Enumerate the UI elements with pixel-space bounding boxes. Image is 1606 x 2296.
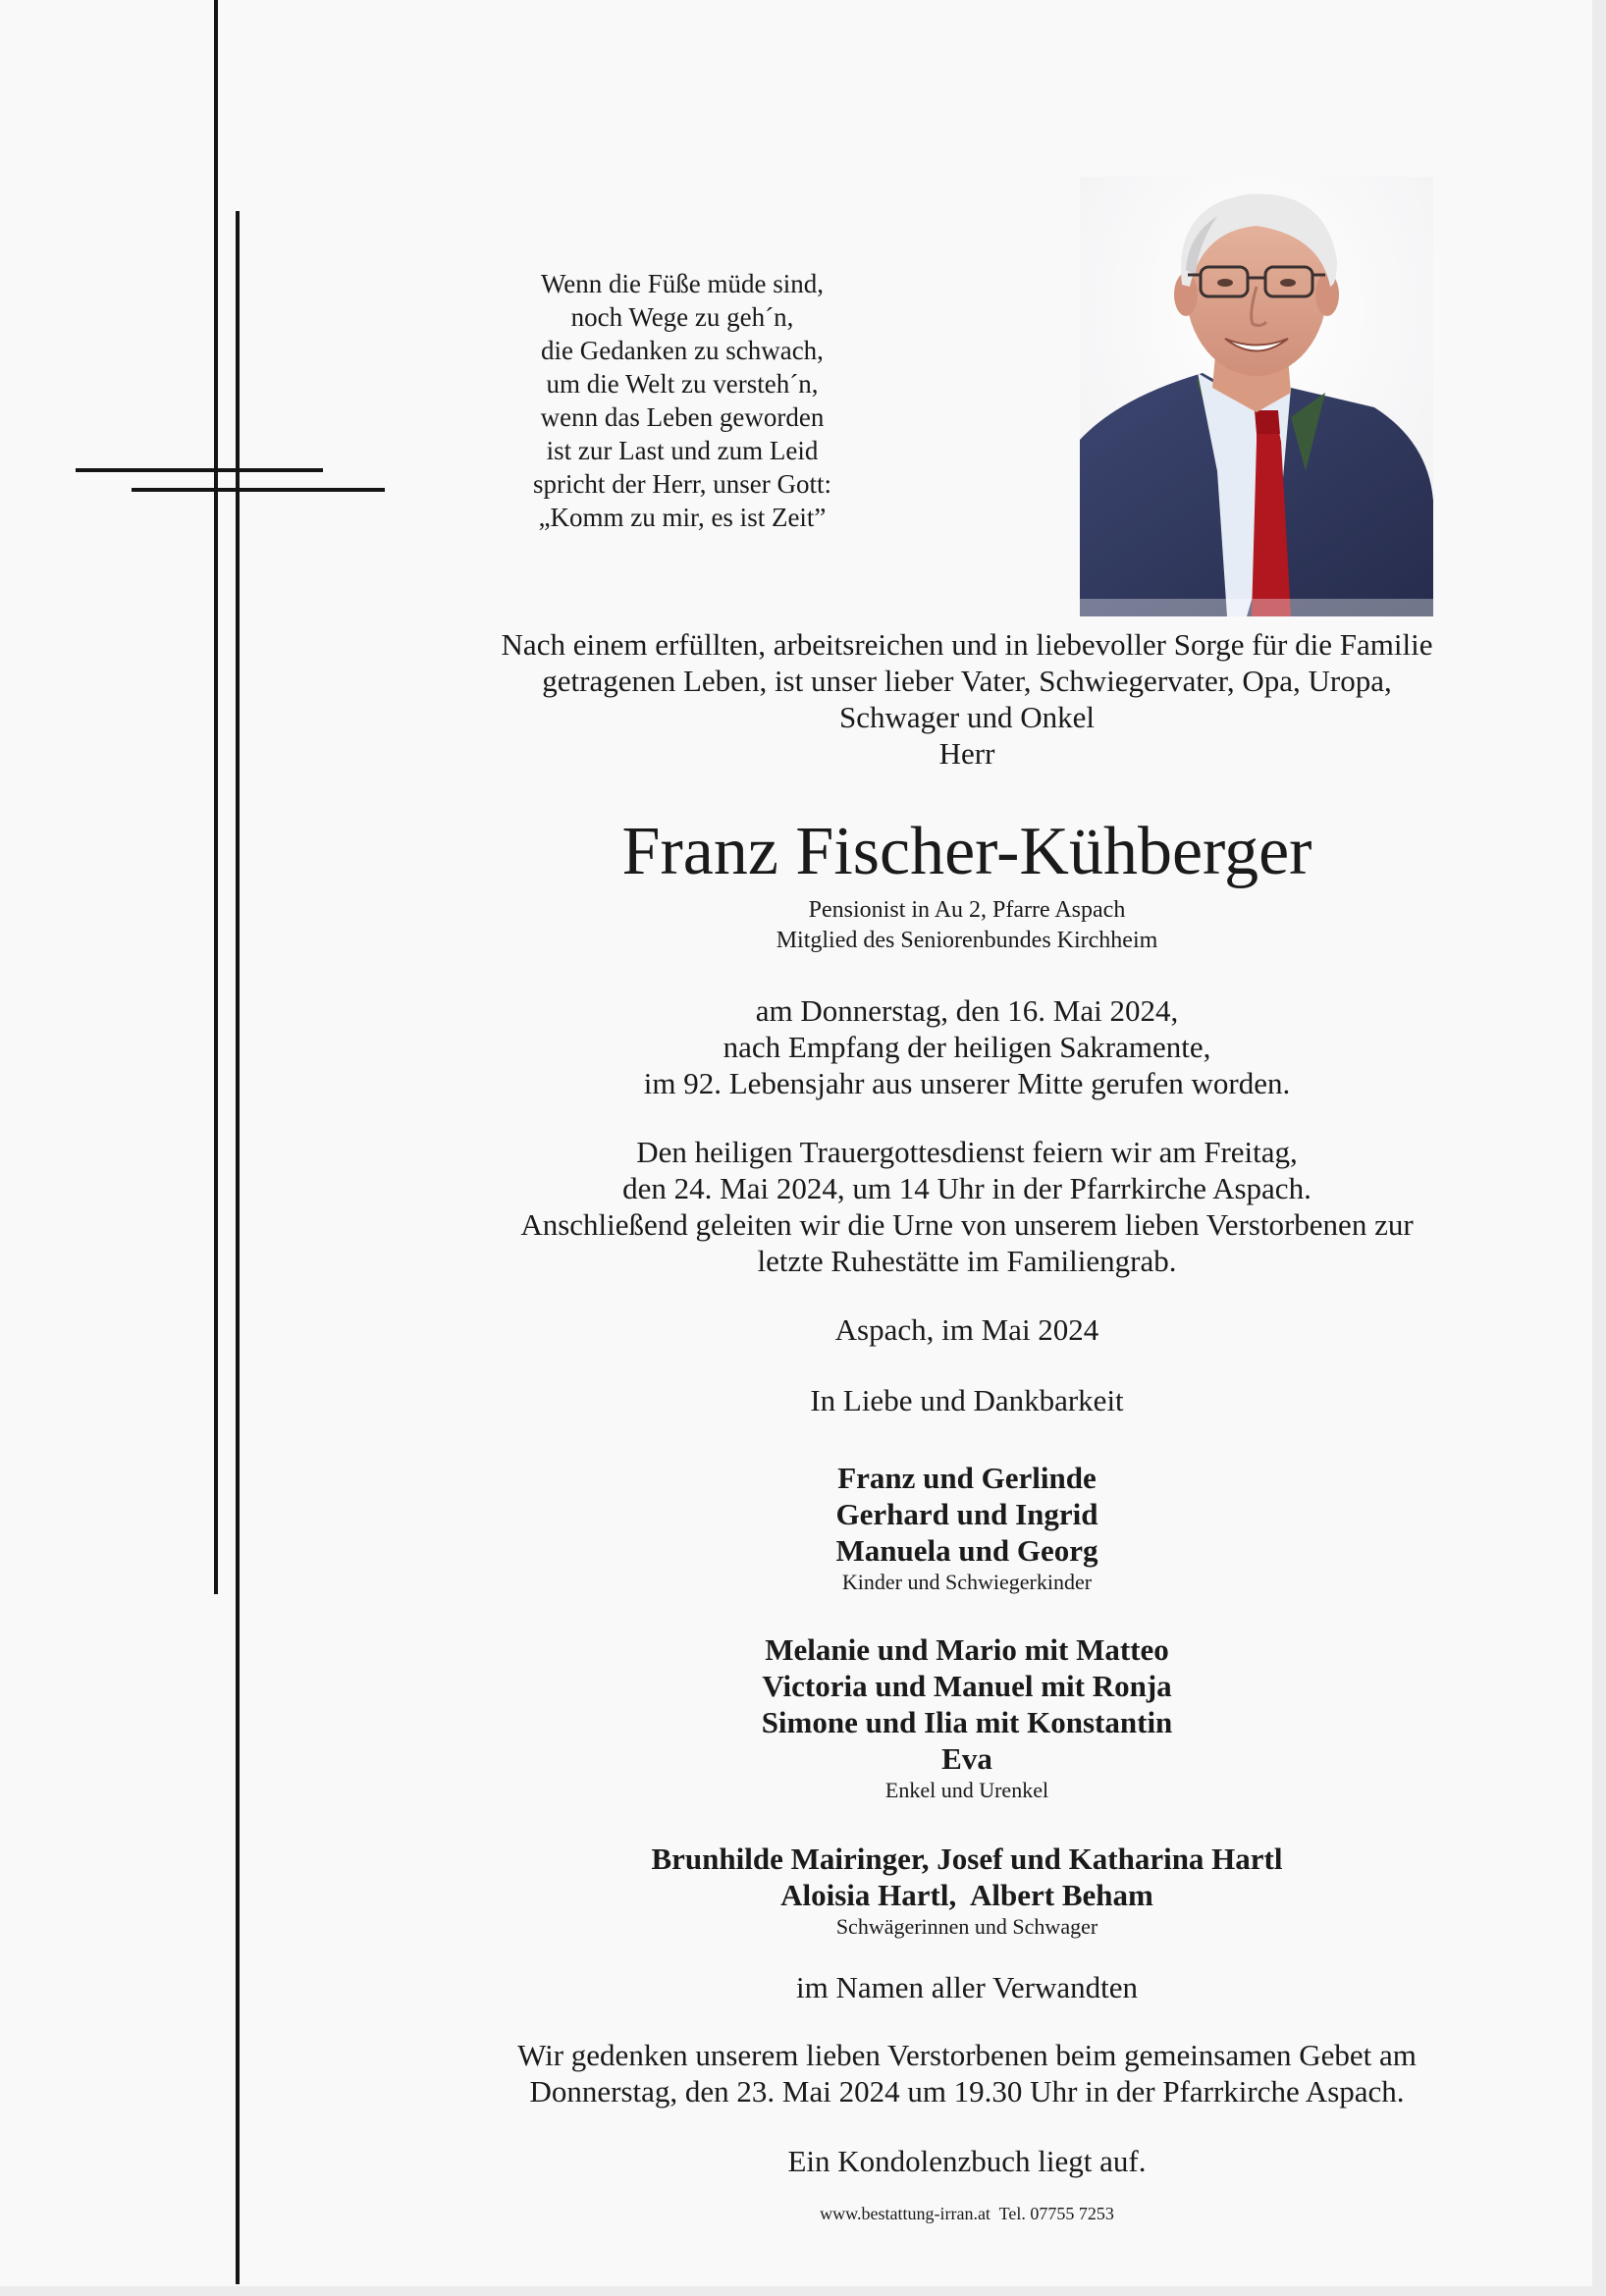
mourner-group-in-laws: [393, 1841, 1541, 1941]
death-line: am Donnerstag, den 16. Mai 2024,: [755, 993, 1179, 1028]
mourner-names: Franz und Gerlinde: [837, 1461, 1097, 1495]
on-behalf-line: im Namen aller Verwandten: [795, 1970, 1139, 2004]
mourner-names: Aloisia Hartl, Albert Beham: [780, 1878, 1153, 1912]
poem-line: die Gedanken zu schwach,: [541, 336, 824, 365]
poem-line: ist zur Last und zum Leid: [546, 436, 819, 465]
cross-back-horizontal: [76, 468, 323, 472]
mourner-relation: Kinder und Schwiegerkinder: [841, 1570, 1093, 1594]
condolence-book-note: Ein Kondolenzbuch liegt auf.: [787, 2144, 1147, 2178]
poem-line: Wenn die Füße müde sind,: [540, 269, 825, 298]
death-line: im 92. Lebensjahr aus unserer Mitte gerufen worden.: [643, 1066, 1291, 1100]
mourner-names: Eva: [941, 1741, 992, 1776]
paper-edge-right: [1592, 0, 1606, 2296]
mourner-names: Brunhilde Mairinger, Josef und Katharina Hartl: [651, 1842, 1283, 1876]
prayer-line: Wir gedenken unserem lieben Verstorbenen beim gemeinsamen Gebet am: [517, 2038, 1417, 2072]
mourner-names: Gerhard und Ingrid: [835, 1497, 1098, 1531]
mourner-names: Manuela und Georg: [835, 1533, 1098, 1568]
funeral-line: den 24. Mai 2024, um 14 Uhr in der Pfarrkirche Aspach.: [622, 1171, 1312, 1205]
intro-line: Nach einem erfüllten, arbeitsreichen und in liebevoller Sorge für die Familie: [501, 627, 1433, 662]
mourner-relation: Enkel und Urenkel: [884, 1778, 1049, 1802]
love-line: In Liebe und Dankbarkeit: [810, 1383, 1124, 1417]
prayer-notice: [393, 2037, 1541, 2109]
prayer-line: Donnerstag, den 23. Mai 2024 um 19.30 Uhr in der Pfarrkirche Aspach.: [529, 2074, 1405, 2109]
cross-front-horizontal: [132, 488, 385, 492]
deceased-details: [393, 895, 1541, 956]
poem-line: spricht der Herr, unser Gott:: [532, 469, 832, 499]
intro-line: getragenen Leben, ist unser lieber Vater, Schwiegervater, Opa, Uropa,: [542, 664, 1392, 698]
poem-line: um die Welt zu versteh´n,: [546, 369, 819, 399]
funeral-line: Anschließend geleiten wir die Urne von unserem lieben Verstorbenen zur: [520, 1207, 1414, 1242]
funeral-line: Den heiligen Trauergottesdienst feiern wir am Freitag,: [636, 1135, 1298, 1169]
deceased-detail-line: Pensionist in Au 2, Pfarre Aspach: [808, 897, 1126, 923]
mourner-relation: Schwägerinnen und Schwager: [835, 1914, 1098, 1939]
mourner-names: Simone und Ilia mit Konstantin: [761, 1705, 1173, 1739]
mourner-names: Melanie und Mario mit Matteo: [765, 1632, 1169, 1667]
funeral-home-contact: www.bestattung-irran.at Tel. 07755 7253: [820, 2204, 1114, 2223]
intro-line: Herr: [938, 736, 995, 771]
deceased-detail-line: Mitglied des Seniorenbundes Kirchheim: [776, 928, 1158, 953]
funeral-notice: [393, 1134, 1541, 1279]
mourner-names: Victoria und Manuel mit Ronja: [762, 1669, 1172, 1703]
death-line: nach Empfang der heiligen Sakramente,: [723, 1030, 1211, 1064]
poem-line: wenn das Leben geworden: [540, 402, 825, 432]
mourner-group-grandchildren: [393, 1631, 1541, 1804]
funeral-line: letzte Ruhestätte im Familiengrab.: [757, 1244, 1177, 1278]
cross-front-vertical: [236, 211, 240, 2284]
poem-line: „Komm zu mir, es ist Zeit”: [538, 503, 827, 532]
poem-line: noch Wege zu geh´n,: [570, 302, 794, 332]
deceased-name: Franz Fischer-Kühberger: [621, 814, 1312, 889]
poem: [501, 267, 864, 534]
intro-text: [393, 626, 1541, 772]
cross-icon: [0, 0, 412, 2296]
intro-line: Schwager und Onkel: [839, 700, 1095, 734]
portrait-photo: [1080, 177, 1433, 616]
place-date: Aspach, im Mai 2024: [834, 1312, 1099, 1347]
cross-back-vertical: [214, 0, 218, 1594]
mourner-group-children: [393, 1460, 1541, 1596]
death-notice: [393, 992, 1541, 1101]
portrait-image: [1080, 177, 1433, 616]
